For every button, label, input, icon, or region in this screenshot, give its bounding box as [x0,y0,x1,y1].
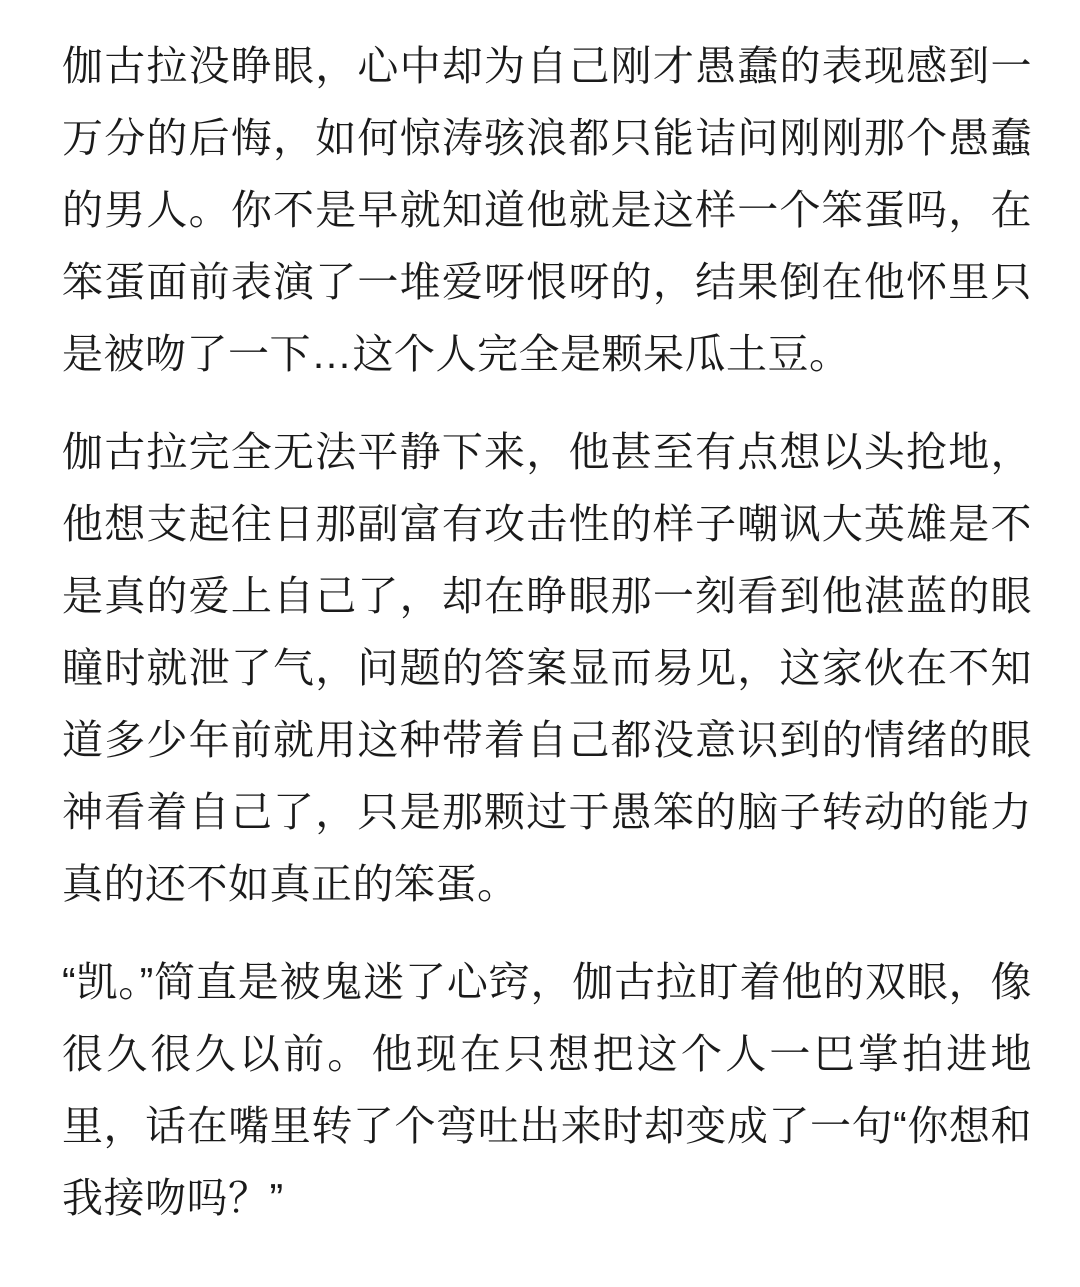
paragraph-3: “凯。”简直是被鬼迷了心窍，伽古拉盯着他的双眼，像很久很久以前。他现在只想把这个人一巴掌拍进地里，话在嘴里转了个弯吐出来时却变成了一句“你想和我接吻吗？” [62,959,1032,1221]
paragraph-1: 伽古拉没睁眼，心中却为自己刚才愚蠢的表现感到一万分的后悔，如何惊涛骇浪都只能诘问刚刚那个愚蠢的男人。你不是早就知道他就是这样一个笨蛋吗，在笨蛋面前表演了一堆爱呀恨呀的，结果倒在他怀里只是被吻了一下…这个人完全是颗呆瓜土豆。 [62,43,1032,377]
paragraph-2: 伽古拉完全无法平静下来，他甚至有点想以头抢地，他想支起往日那副富有攻击性的样子嘲讽大英雄是不是真的爱上自己了，却在睁眼那一刻看到他湛蓝的眼瞳时就泄了气，问题的答案显而易见，这家伙在不知道多少年前就用这种带着自己都没意识到的情绪的眼神看着自己了，只是那颗过于愚笨的脑子转动的能力真的还不如真正的笨蛋。 [62,429,1032,907]
